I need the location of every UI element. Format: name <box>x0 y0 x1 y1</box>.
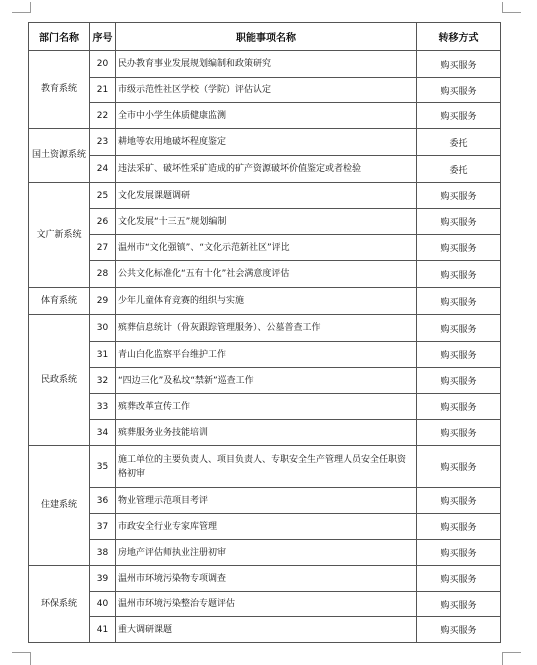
table-row <box>29 566 501 592</box>
row-name: “四边三化”及私坟“禁新”巡查工作 <box>116 368 417 394</box>
dept-cell: 环保系统 <box>29 566 90 643</box>
table-row <box>29 51 501 78</box>
row-mode: 委托 <box>417 129 501 156</box>
table-row <box>29 183 501 209</box>
row-name: 温州市“文化强镇”、“文化示范新社区”评比 <box>116 235 417 261</box>
dept-cell: 住建系统 <box>29 446 90 566</box>
row-name: 温州市环境污染整治专题评估 <box>116 592 417 617</box>
dept-cell: 教育系统 <box>29 51 90 129</box>
row-name: 殡葬改革宣传工作 <box>116 394 417 420</box>
crop-mark-top-right <box>502 2 521 13</box>
row-mode: 购买服务 <box>417 78 501 103</box>
table-row <box>29 78 501 103</box>
table-row <box>29 342 501 368</box>
table-row <box>29 394 501 420</box>
table-row <box>29 420 501 446</box>
row-name: 文化发展“十三五”规划编制 <box>116 209 417 235</box>
table-row <box>29 235 501 261</box>
table-row <box>29 446 501 488</box>
table-row <box>29 368 501 394</box>
table-row <box>29 592 501 617</box>
table-row <box>29 514 501 540</box>
header-no: 序号 <box>90 23 116 51</box>
dept-cell: 文广新系统 <box>29 183 90 288</box>
row-no: 26 <box>90 209 116 235</box>
row-no: 29 <box>90 288 116 315</box>
row-no: 27 <box>90 235 116 261</box>
table-row <box>29 103 501 129</box>
row-mode: 购买服务 <box>417 394 501 420</box>
row-mode: 购买服务 <box>417 368 501 394</box>
row-name: 房地产评估师执业注册初审 <box>116 540 417 566</box>
function-transfer-table <box>28 22 501 643</box>
row-mode: 购买服务 <box>417 342 501 368</box>
row-name: 青山白化监察平台维护工作 <box>116 342 417 368</box>
row-mode: 购买服务 <box>417 540 501 566</box>
row-mode: 购买服务 <box>417 488 501 514</box>
row-mode: 购买服务 <box>417 420 501 446</box>
row-mode: 购买服务 <box>417 566 501 592</box>
row-no: 38 <box>90 540 116 566</box>
table-row <box>29 540 501 566</box>
row-no: 28 <box>90 261 116 288</box>
row-name: 全市中小学生体质健康监测 <box>116 103 417 129</box>
row-mode: 购买服务 <box>417 209 501 235</box>
dept-cell: 民政系统 <box>29 315 90 446</box>
row-no: 39 <box>90 566 116 592</box>
row-no: 37 <box>90 514 116 540</box>
table-row <box>29 315 501 342</box>
row-mode: 购买服务 <box>417 183 501 209</box>
row-mode: 购买服务 <box>417 103 501 129</box>
row-mode: 购买服务 <box>417 288 501 315</box>
row-name: 殡葬信息统计（骨灰跟踪管理服务）、公墓普查工作 <box>116 315 417 342</box>
table-row <box>29 156 501 183</box>
row-mode: 购买服务 <box>417 51 501 78</box>
row-no: 21 <box>90 78 116 103</box>
row-no: 20 <box>90 51 116 78</box>
row-mode: 购买服务 <box>417 514 501 540</box>
row-name: 少年儿童体育竞赛的组织与实施 <box>116 288 417 315</box>
row-no: 33 <box>90 394 116 420</box>
row-mode: 购买服务 <box>417 261 501 288</box>
table-row <box>29 488 501 514</box>
table-row <box>29 288 501 315</box>
row-name: 殡葬服务业务技能培训 <box>116 420 417 446</box>
table-row <box>29 209 501 235</box>
row-no: 31 <box>90 342 116 368</box>
row-name: 民办教育事业发展规划编制和政策研究 <box>116 51 417 78</box>
table-row <box>29 261 501 288</box>
row-mode: 购买服务 <box>417 446 501 488</box>
row-no: 24 <box>90 156 116 183</box>
row-no: 30 <box>90 315 116 342</box>
dept-cell: 国土资源系统 <box>29 129 90 183</box>
row-mode: 购买服务 <box>417 315 501 342</box>
row-mode: 购买服务 <box>417 235 501 261</box>
row-name: 市级示范性社区学校（学院）评估认定 <box>116 78 417 103</box>
row-no: 41 <box>90 617 116 643</box>
row-mode: 委托 <box>417 156 501 183</box>
row-name: 文化发展课题调研 <box>116 183 417 209</box>
header-name: 职能事项名称 <box>116 23 417 51</box>
row-name: 温州市环境污染物专项调查 <box>116 566 417 592</box>
row-mode: 购买服务 <box>417 617 501 643</box>
crop-mark-top-left <box>12 2 31 13</box>
dept-cell: 体育系统 <box>29 288 90 315</box>
row-no: 23 <box>90 129 116 156</box>
row-mode: 购买服务 <box>417 592 501 617</box>
row-no: 22 <box>90 103 116 129</box>
header-mode: 转移方式 <box>417 23 501 51</box>
table-row <box>29 129 501 156</box>
row-name: 公共文化标准化“五有十化”社会满意度评估 <box>116 261 417 288</box>
row-name: 施工单位的主要负责人、项目负责人、专职安全生产管理人员安全任职资格初审 <box>116 446 417 488</box>
row-no: 25 <box>90 183 116 209</box>
header-dept: 部门名称 <box>29 23 90 51</box>
row-no: 35 <box>90 446 116 488</box>
crop-mark-bottom-left <box>12 652 31 665</box>
row-name: 物业管理示范项目考评 <box>116 488 417 514</box>
row-no: 34 <box>90 420 116 446</box>
row-no: 32 <box>90 368 116 394</box>
row-name: 违法采矿、破坏性采矿造成的矿产资源破坏价值鉴定或者检验 <box>116 156 417 183</box>
row-name: 耕地等农用地破坏程度鉴定 <box>116 129 417 156</box>
row-no: 40 <box>90 592 116 617</box>
row-name: 市政安全行业专家库管理 <box>116 514 417 540</box>
table-row <box>29 617 501 643</box>
table-header-row <box>29 23 501 51</box>
crop-mark-bottom-right <box>502 652 521 665</box>
row-no: 36 <box>90 488 116 514</box>
row-name: 重大调研课题 <box>116 617 417 643</box>
